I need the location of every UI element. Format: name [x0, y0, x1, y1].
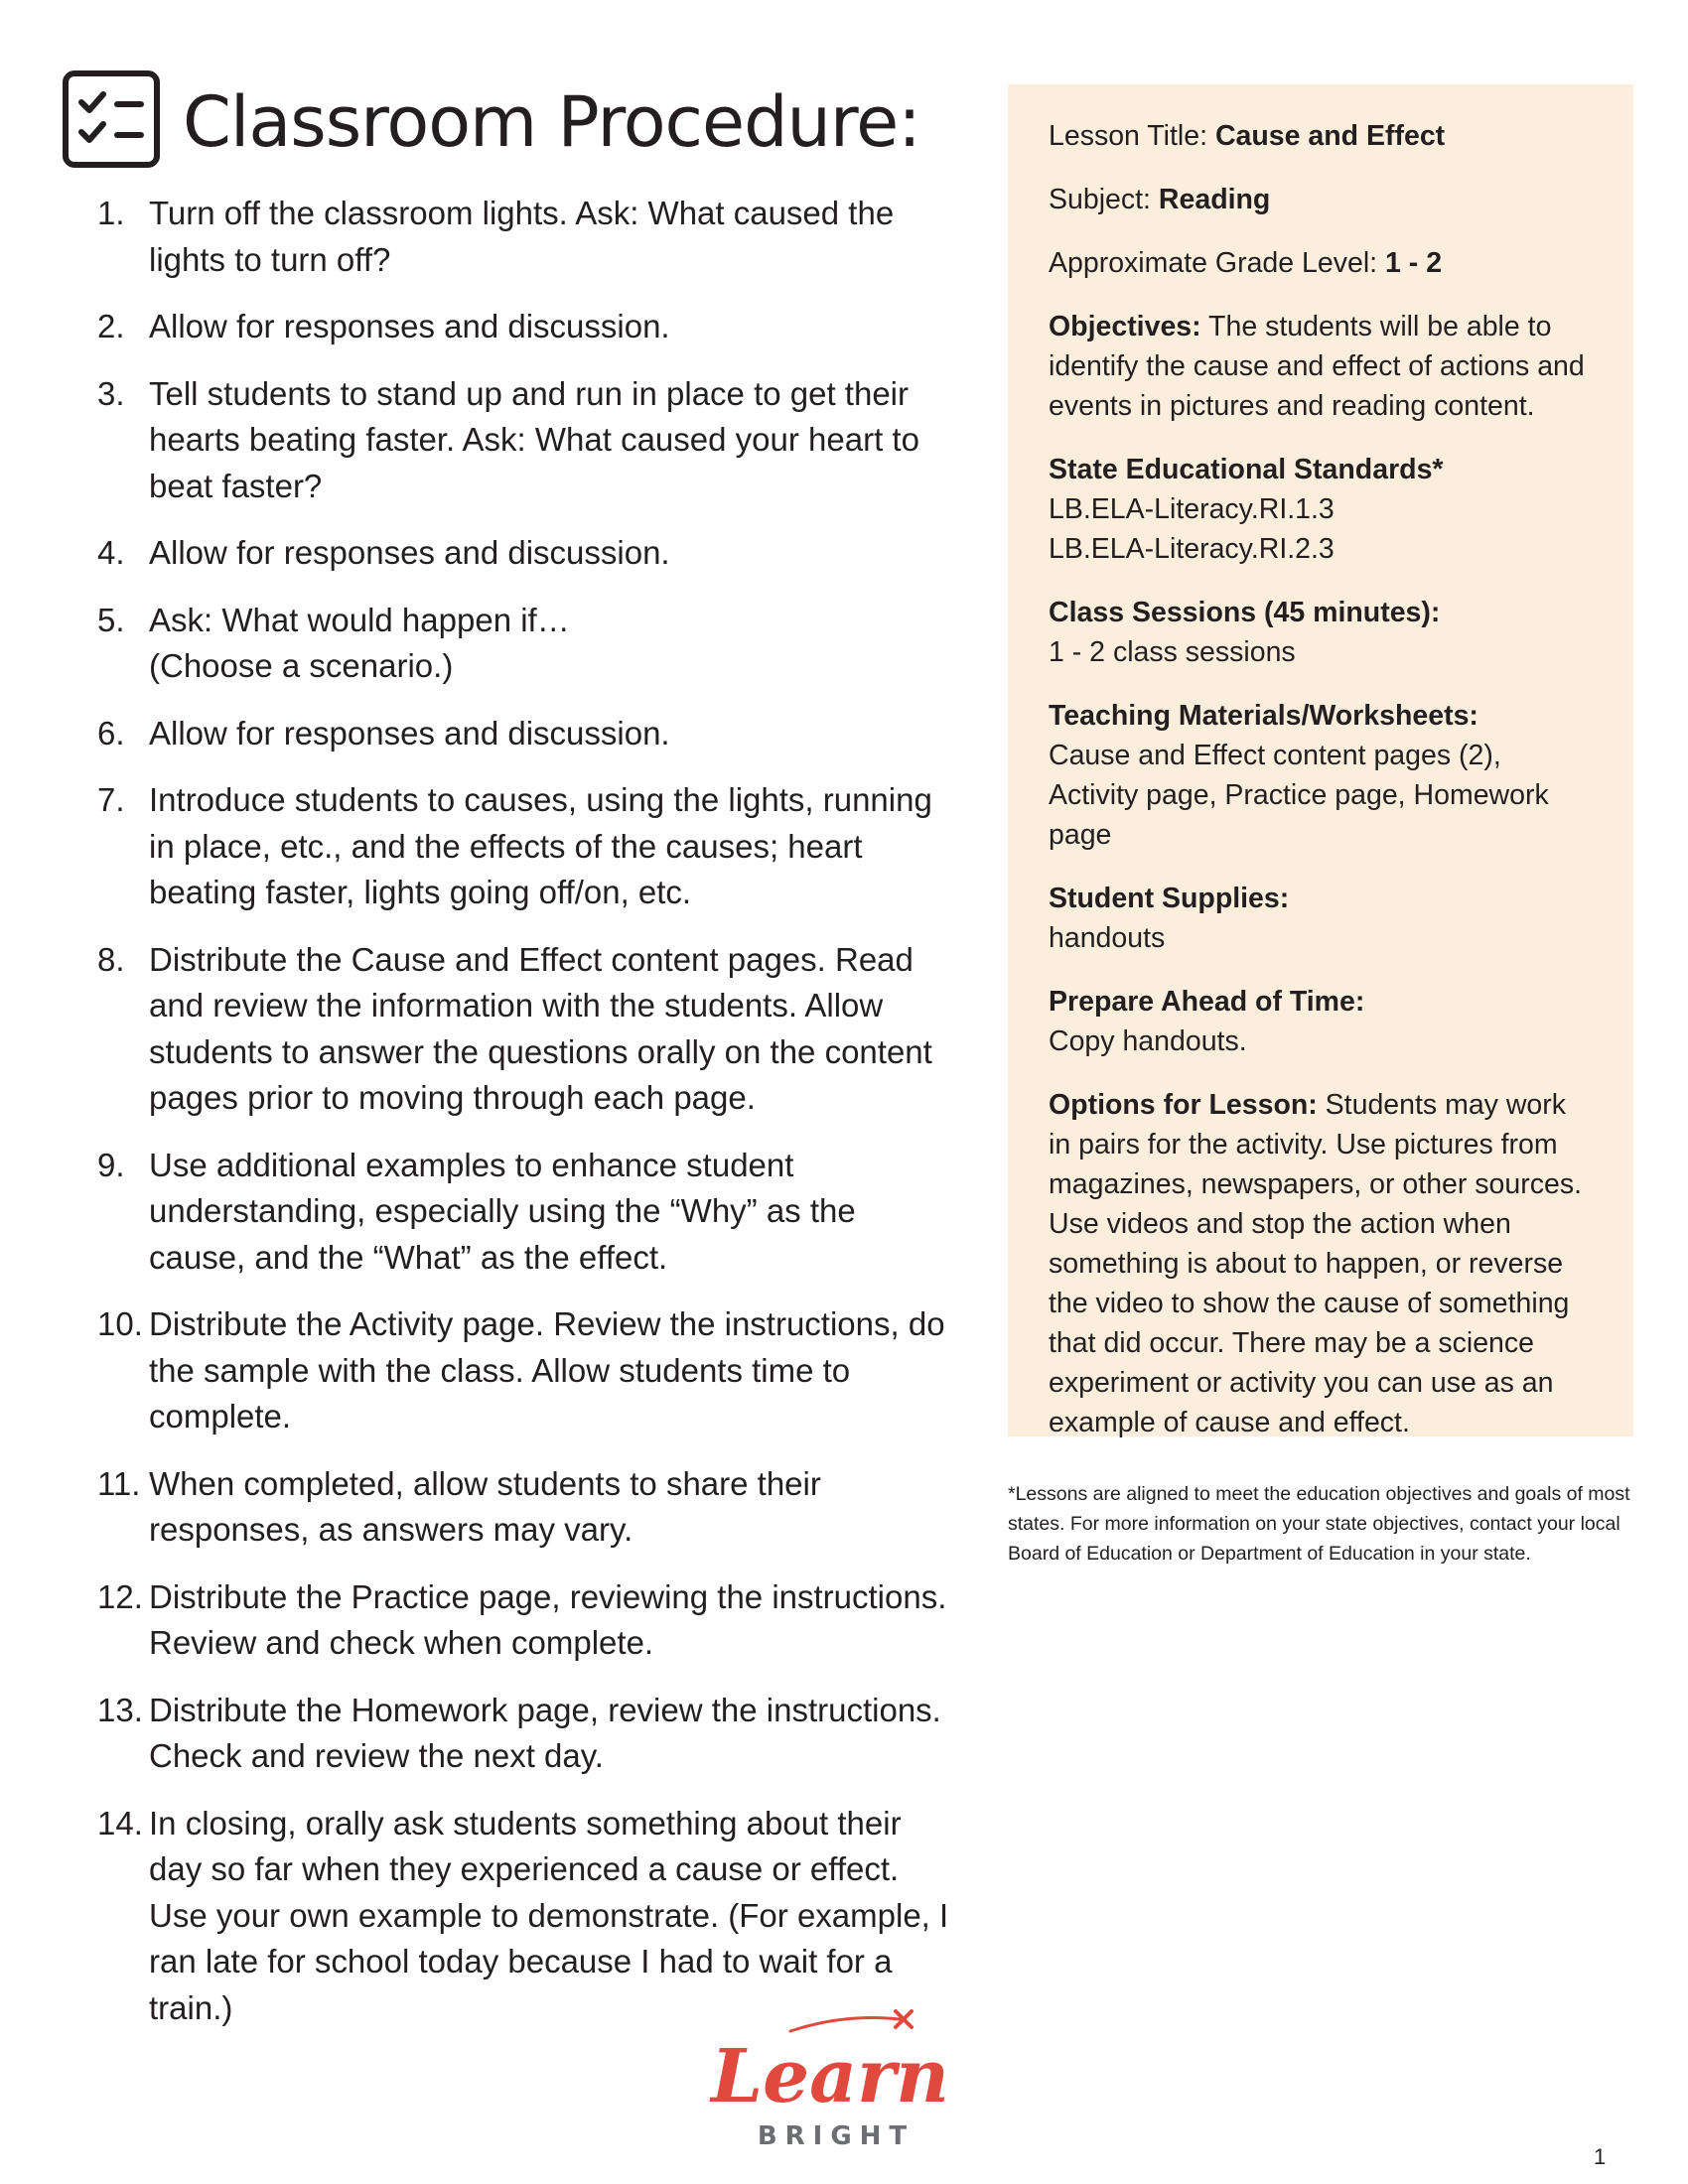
materials-block: [1049, 696, 1592, 855]
procedure-step: [97, 777, 951, 916]
standard-item: LB.ELA-Literacy.RI.2.3: [1049, 533, 1335, 565]
procedure-step: [97, 371, 951, 510]
subject-row: [1049, 180, 1592, 219]
procedure-step: [97, 1688, 951, 1780]
step-number: 5.: [97, 601, 125, 638]
step-number: 14.: [97, 1804, 143, 1842]
step-text: Turn off the classroom lights. Ask: What caused the lights to turn off?: [149, 195, 895, 278]
objectives-block: [1049, 307, 1592, 426]
prepare-text: Copy handouts.: [1049, 1025, 1247, 1057]
procedure-step: [97, 530, 951, 577]
step-number: 12.: [97, 1577, 143, 1615]
procedure-list: [97, 191, 951, 2052]
step-number: 4.: [97, 534, 125, 571]
procedure-step: [97, 1143, 951, 1282]
lesson-title-label: Lesson Title:: [1049, 120, 1215, 152]
lesson-title-row: [1049, 116, 1592, 156]
supplies-block: [1049, 879, 1592, 958]
step-text: In closing, orally ask students something about their day so far when they experienced a cause or effect. Use your own example to demonstrate. (For example, I ran late for school today because I had to wait for a train.): [149, 1804, 949, 2026]
step-text: Tell students to stand up and run in place to get their hearts beating faster. Ask: What caused your heart to beat faster?: [149, 374, 919, 504]
step-text: Allow for responses and discussion.: [149, 714, 670, 751]
step-number: 1.: [97, 195, 125, 231]
page-number: 1: [1594, 2144, 1607, 2169]
standard-item: LB.ELA-Literacy.RI.1.3: [1049, 493, 1335, 525]
step-number: 11.: [97, 1464, 141, 1502]
procedure-step: [97, 1574, 951, 1667]
step-text: Distribute the Homework page, review the instructions. Check and review the next day.: [149, 1691, 941, 1774]
step-text: When completed, allow students to share their responses, as answers may vary.: [149, 1464, 821, 1548]
standards-footnote: *Lessons are aligned to meet the education objectives and goals of most states. For more information on your state objectives, contact your local Board of Education or Department of Education in your state.: [1008, 1482, 1630, 1565]
supplies-label: Student Supplies:: [1049, 883, 1290, 914]
procedure-step: [97, 598, 951, 690]
step-number: 9.: [97, 1146, 125, 1183]
objectives-text: The students will be able to identify the cause and effect of actions and events in pictures and reading content.: [1049, 311, 1585, 422]
options-text: Students may work in pairs for the activity. Use pictures from magazines, newspapers, or other sources. Use videos and stop the action when something is about to happen, or reverse the video to show the cause of something that did occur. There may be a science experiment or activity you can use as an example of cause and effect.: [1049, 1089, 1583, 1438]
step-number: 10.: [97, 1305, 143, 1342]
step-text: Distribute the Activity page. Review the instructions, do the sample with the class. Allow students time to complete.: [149, 1305, 945, 1434]
step-number: 7.: [97, 781, 125, 818]
logo-wordmark: Learn: [711, 2034, 949, 2119]
step-number: 3.: [97, 374, 125, 412]
step-text: Distribute the Cause and Effect content pages. Read and review the information with the students. Allow students to answer the questions orally on the content pages prior to moving through each page.: [149, 940, 932, 1116]
subject-value: Reading: [1158, 184, 1271, 215]
page-title: Classroom Procedure:: [183, 81, 920, 163]
step-number: 8.: [97, 940, 125, 978]
logo-subword: BRIGHT: [757, 2121, 915, 2151]
standards-label: State Educational Standards*: [1049, 454, 1444, 485]
grade-value: 1 - 2: [1385, 247, 1443, 279]
grade-row: [1049, 243, 1592, 283]
step-text: Allow for responses and discussion.: [149, 534, 670, 571]
procedure-step: [97, 711, 951, 757]
step-number: 2.: [97, 308, 125, 344]
step-number: 13.: [97, 1691, 143, 1728]
subject-label: Subject:: [1049, 184, 1159, 215]
procedure-step: [97, 1801, 951, 2032]
step-text: Distribute the Practice page, reviewing the instructions. Review and check when complete.: [149, 1577, 947, 1661]
procedure-step: [97, 191, 951, 283]
procedure-step: [97, 1301, 951, 1440]
step-text: Allow for responses and discussion.: [149, 308, 670, 344]
sessions-text: 1 - 2 class sessions: [1049, 636, 1296, 668]
grade-label: Approximate Grade Level:: [1049, 247, 1386, 279]
options-label: Options for Lesson:: [1049, 1089, 1318, 1121]
step-text: Ask: What would happen if… (Choose a scenario.): [149, 601, 570, 684]
sessions-label: Class Sessions (45 minutes):: [1049, 597, 1441, 628]
objectives-label: Objectives:: [1049, 311, 1201, 342]
prepare-block: [1049, 982, 1592, 1061]
step-number: 6.: [97, 714, 125, 751]
materials-text: Cause and Effect content pages (2), Activity page, Practice page, Homework page: [1049, 740, 1549, 851]
prepare-label: Prepare Ahead of Time:: [1049, 986, 1365, 1018]
step-text: Use additional examples to enhance student understanding, especially using the “Why” as the cause, and the “What” as the effect.: [149, 1146, 856, 1276]
procedure-step: [97, 1461, 951, 1554]
step-text: Introduce students to causes, using the lights, running in place, etc., and the effects of the causes; heart beating faster, lights going off/on, etc.: [149, 781, 932, 910]
procedure-step: [97, 304, 951, 350]
sessions-block: [1049, 593, 1592, 672]
checklist-icon: [62, 69, 161, 169]
materials-label: Teaching Materials/Worksheets:: [1049, 700, 1478, 732]
standards-block: [1049, 450, 1592, 569]
options-block: [1049, 1085, 1592, 1442]
lesson-info-panel: [1008, 84, 1633, 1436]
page-header: [62, 69, 955, 179]
lesson-title-value: Cause and Effect: [1214, 120, 1446, 152]
learn-bright-logo: [695, 2005, 973, 2154]
procedure-step: [97, 937, 951, 1122]
supplies-text: handouts: [1049, 922, 1166, 954]
